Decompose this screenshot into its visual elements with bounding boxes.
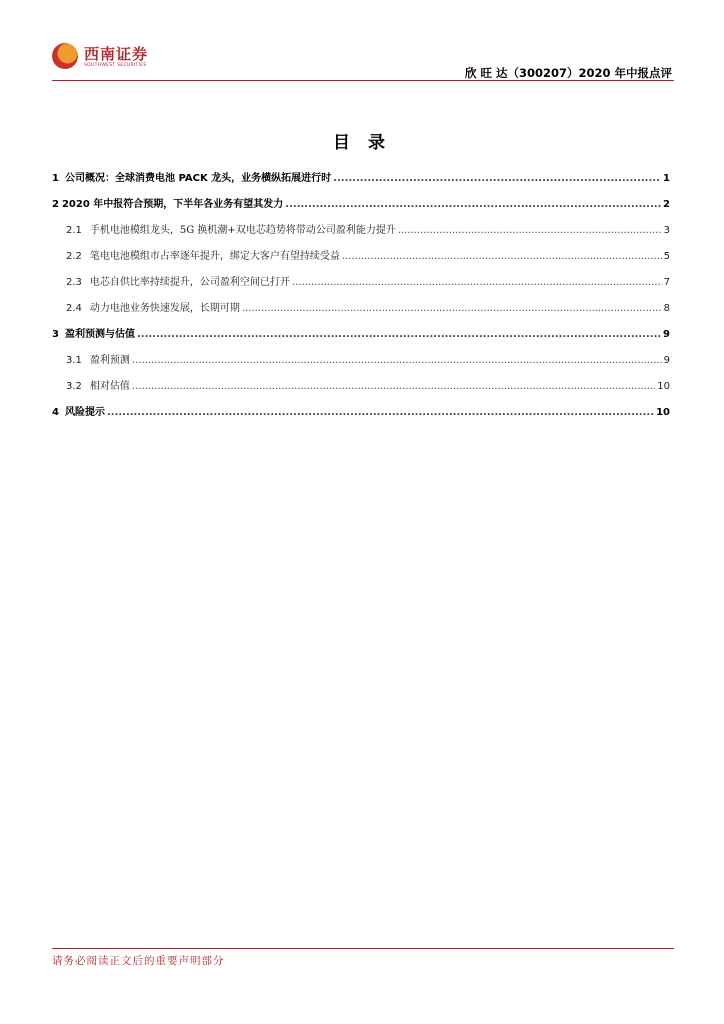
toc-entry-page: 10 (656, 407, 670, 418)
logo-english-name: SOUTHWEST SECURITIES (84, 63, 147, 68)
toc-entry-page: 7 (663, 277, 670, 288)
toc-entry[interactable] (52, 377, 670, 390)
toc-entry-number: 3.1 (66, 355, 82, 366)
toc-entry-page: 9 (663, 329, 670, 340)
toc-entry-page: 5 (663, 251, 670, 262)
toc-entry-number: 4 (52, 407, 59, 418)
toc-entry[interactable] (52, 351, 670, 364)
toc-entry-title: 盈利预测与估值 (64, 329, 135, 340)
toc-leader-dots (242, 303, 662, 314)
toc-entry-title: 盈利预测 (89, 355, 130, 366)
toc-leader-dots (132, 381, 655, 392)
toc-entry-number: 3 (52, 329, 59, 340)
toc-entry[interactable] (52, 221, 670, 234)
company-logo (52, 42, 212, 76)
toc-leader-dots (342, 251, 662, 262)
toc-entry-number: 2 (52, 199, 59, 210)
toc-entry[interactable] (52, 299, 670, 312)
logo-chinese-name: 西南证券 (84, 45, 149, 63)
toc-entry-page: 10 (657, 381, 670, 392)
toc-entry-title: 手机电池模组龙头，5G 换机潮+双电芯趋势将带动公司盈利能力提升 (89, 225, 396, 236)
toc-heading: 目 录 (333, 133, 391, 153)
toc-leader-dots (398, 225, 662, 236)
table-of-contents (52, 169, 670, 416)
header-divider (52, 80, 674, 81)
toc-entry[interactable] (52, 247, 670, 260)
footer-disclaimer: 请务必阅读正文后的重要声明部分 (52, 955, 225, 967)
toc-leader-dots (132, 355, 662, 366)
toc-entry-number: 2.1 (66, 225, 82, 236)
toc-entry[interactable] (52, 403, 670, 416)
toc-entry[interactable] (52, 195, 670, 208)
toc-entry-title: 动力电池业务快速发展，长期可期 (89, 303, 240, 314)
toc-entry[interactable] (52, 325, 670, 338)
toc-entry-number: 1 (52, 173, 59, 184)
page-header (52, 38, 674, 80)
toc-leader-dots (137, 329, 661, 340)
toc-entry-title: 相对估值 (89, 381, 130, 392)
toc-entry-title: 笔电电池模组市占率逐年提升，绑定大客户有望持续受益 (89, 251, 340, 262)
toc-entry-page: 8 (663, 303, 670, 314)
toc-entry[interactable] (52, 273, 670, 286)
toc-entry-number: 2.2 (66, 251, 82, 262)
logo-emblem-icon (52, 43, 78, 69)
toc-leader-dots (292, 277, 662, 288)
toc-entry-title: 公司概况：全球消费电池 PACK 龙头，业务横纵拓展进行时 (64, 173, 332, 184)
toc-entry-page: 2 (663, 199, 670, 210)
toc-entry-page: 9 (663, 355, 670, 366)
toc-entry-page: 3 (663, 225, 670, 236)
toc-entry-title: 2020 年中报符合预期，下半年各业务有望其发力 (61, 199, 284, 210)
toc-entry-title: 风险提示 (64, 407, 105, 418)
toc-leader-dots (285, 199, 661, 210)
report-title: 欣 旺 达（300207）2020 年中报点评 (464, 66, 672, 80)
toc-entry[interactable] (52, 169, 670, 182)
toc-entry-page: 1 (663, 173, 670, 184)
toc-entry-number: 3.2 (66, 381, 82, 392)
toc-entry-title: 电芯自供比率持续提升，公司盈利空间已打开 (89, 277, 290, 288)
toc-leader-dots (333, 173, 661, 184)
toc-entry-number: 2.3 (66, 277, 82, 288)
toc-leader-dots (107, 407, 654, 418)
toc-entry-number: 2.4 (66, 303, 82, 314)
footer-divider (52, 948, 674, 949)
